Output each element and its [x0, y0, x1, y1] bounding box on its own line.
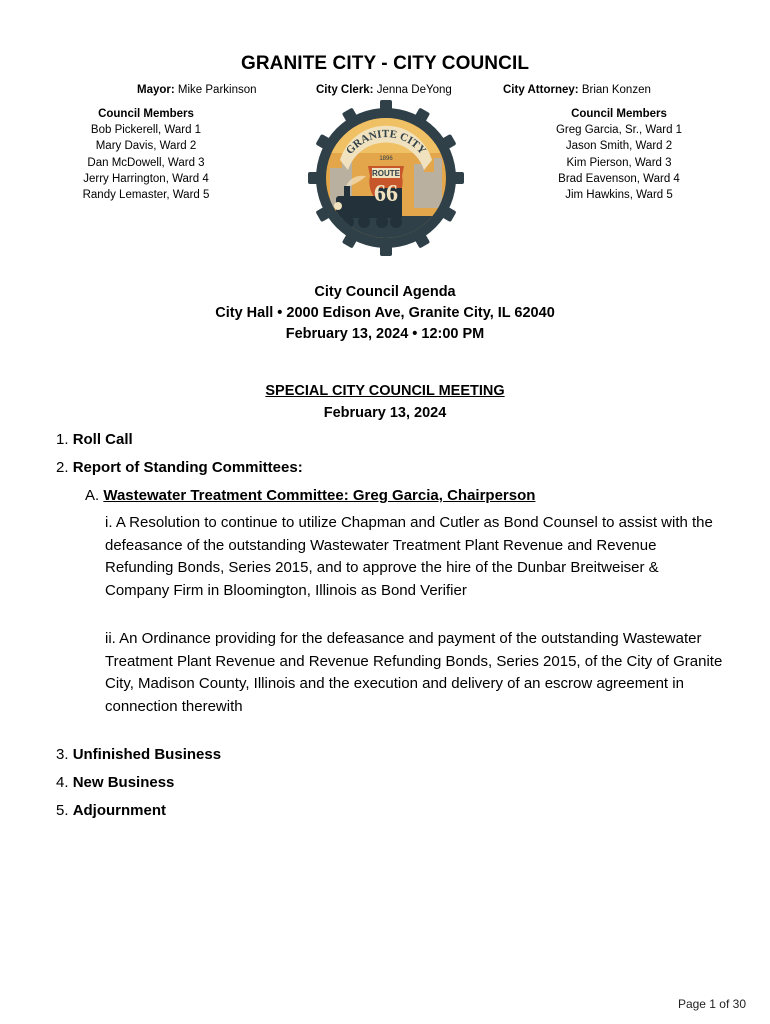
- logo-year: 1896: [379, 156, 393, 162]
- agenda-title: City Council Agenda: [314, 284, 456, 300]
- council-members-header: Council Members: [571, 108, 667, 120]
- council-member: Brad Eavenson, Ward 4: [558, 172, 680, 185]
- item-number: 5.: [56, 802, 69, 819]
- committee-heading: [85, 487, 535, 504]
- logo-route-number: 66: [374, 181, 398, 207]
- page-title: GRANITE CITY - CITY COUNCIL: [240, 53, 530, 74]
- council-member: Kim Pierson, Ward 3: [566, 156, 672, 169]
- ordinance-item: ii. An Ordinance providing for the defeasance and payment of the outstanding Wastewater Treatment Plant Revenue and Revenue Refunding Bonds, Series 2015, of the City of Granite City, Madison County, Illinois and the execution and delivery of an escrow agreement in connection therewith: [105, 630, 723, 715]
- item-label: Unfinished Business: [72, 746, 222, 763]
- agenda-item-roll-call: [56, 431, 133, 448]
- item-label: Adjournment: [72, 802, 167, 819]
- council-member: Mary Davis, Ward 2: [95, 140, 197, 153]
- council-member: Jerry Harrington, Ward 4: [83, 172, 209, 185]
- logo-city-name: GRANITE CITY: [343, 128, 429, 157]
- item-number: 3.: [56, 746, 69, 763]
- page-number: Page 1 of 30: [677, 997, 746, 1011]
- item-label: Report of Standing Committees:: [72, 459, 303, 476]
- clerk-line: [316, 84, 452, 96]
- mayor-line: [137, 84, 257, 96]
- item-number: 4.: [56, 774, 69, 791]
- committee-name: Wastewater Treatment Committee: Greg Garcia, Chairperson: [103, 487, 536, 504]
- agenda-location: City Hall • 2000 Edison Ave, Granite City, IL 62040: [215, 304, 555, 321]
- committee-letter: A.: [85, 487, 100, 504]
- council-member: Randy Lemaster, Ward 5: [82, 189, 210, 202]
- meeting-header: [0, 380, 770, 424]
- council-member: Bob Pickerell, Ward 1: [90, 124, 202, 137]
- council-member: Jim Hawkins, Ward 5: [565, 189, 673, 202]
- clerk-name: Jenna DeYong: [376, 84, 452, 96]
- meeting-title: SPECIAL CITY COUNCIL MEETING: [265, 383, 505, 399]
- council-member: Greg Garcia, Sr., Ward 1: [555, 124, 683, 137]
- item-label: New Business: [72, 774, 175, 791]
- resolution-item: i. A Resolution to continue to utilize Chapman and Cutler as Bond Counsel to assist with the defeasance of the outstanding Wastewater Treatment Plant Revenue and Revenue Refunding Bonds, Series 2015, and to approve the hire of the Dunbar Breitweiser & Company Firm in Bloomington, Illinois as Bond Verifier: [105, 514, 713, 599]
- council-member: Jason Smith, Ward 2: [565, 140, 673, 153]
- mayor-name: Mike Parkinson: [177, 84, 257, 96]
- agenda-header: [0, 282, 770, 344]
- logo-route-label: ROUTE: [372, 169, 400, 178]
- council-member: Dan McDowell, Ward 3: [87, 156, 205, 169]
- council-members-header: Council Members: [98, 108, 194, 120]
- seal-scene: [306, 98, 466, 258]
- meeting-date: February 13, 2024: [323, 405, 447, 421]
- city-logo-seal: [306, 98, 466, 258]
- attorney-line: [503, 84, 651, 96]
- agenda-item-new-business: [56, 774, 174, 791]
- attorney-name: Brian Konzen: [581, 84, 651, 96]
- agenda-datetime: February 13, 2024 • 12:00 PM: [285, 325, 485, 342]
- item-label: Roll Call: [72, 431, 133, 448]
- agenda-item-unfinished-business: [56, 746, 221, 763]
- council-members-right: [509, 106, 729, 203]
- council-members-left: [36, 106, 256, 203]
- agenda-item-standing-committees: [56, 459, 303, 476]
- item-number: 1.: [56, 431, 69, 448]
- mayor-label: Mayor:: [137, 84, 175, 96]
- clerk-label: City Clerk:: [316, 84, 374, 96]
- item-number: 2.: [56, 459, 69, 476]
- agenda-item-adjournment: [56, 802, 166, 819]
- attorney-label: City Attorney:: [503, 84, 579, 96]
